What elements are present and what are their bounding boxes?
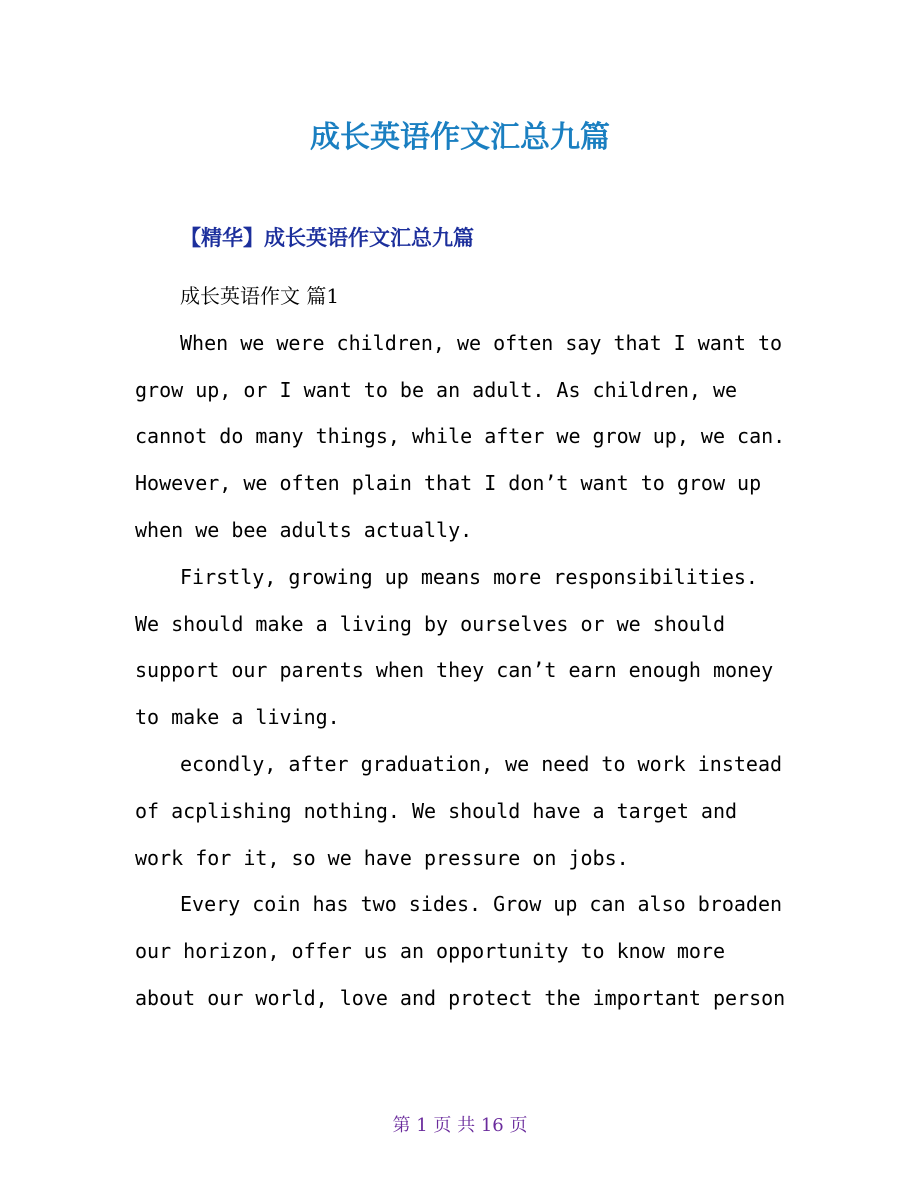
paragraph-line: cannot do many things, while after we grow up, we can. [135,424,786,449]
paragraph-line: Every coin has two sides. Grow up can also broaden [180,892,783,917]
paragraph-line: our horizon, offer us an opportunity to know more [135,939,726,964]
paragraph-line: of acplishing nothing. We should have a target and [135,798,738,823]
paragraph-line: econdly, after graduation, we need to work instead [180,751,783,776]
document-body [135,273,795,1022]
document-title: 成长英语作文汇总九篇 [310,120,610,155]
paragraph-line: We should make a living by ourselves or we should [135,611,726,636]
paragraph-line: However, we often plain that I don’t want to grow up [135,471,762,496]
paragraph-line: about our world, love and protect the important person [135,985,786,1010]
paragraph-line: When we were children, we often say that I want to [180,330,783,355]
paragraph-line: Firstly, growing up means more responsibilities. [180,564,758,589]
paragraph-line: to make a living. [135,705,340,730]
paragraph-line: support our parents when they can’t earn enough money [135,658,774,683]
paragraph-line: grow up, or I want to be an adult. As children, we [135,377,738,402]
document-subtitle: 【精华】成长英语作文汇总九篇 [180,226,474,250]
page-number-footer: 第 1 页 共 16 页 [392,1115,528,1136]
section-heading: 成长英语作文 篇1 [180,284,340,308]
paragraph-line: work for it, so we have pressure on jobs. [135,845,629,870]
paragraph-line: when we bee adults actually. [135,517,473,542]
